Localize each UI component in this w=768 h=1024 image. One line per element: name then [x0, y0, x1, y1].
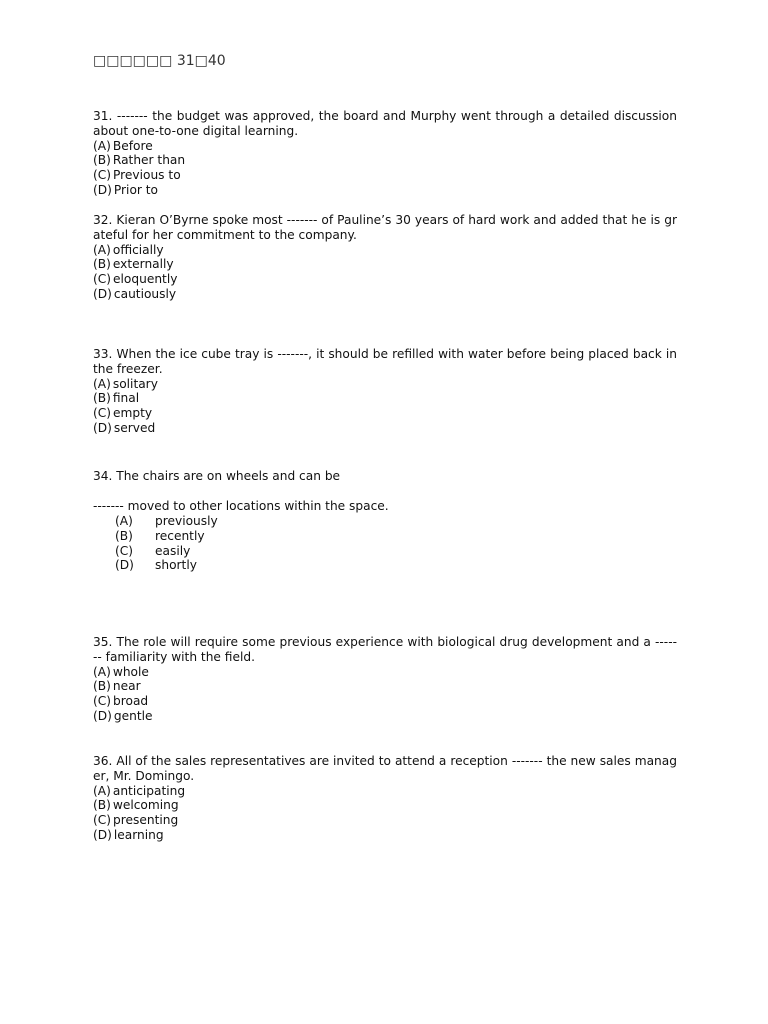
- option-b: (B) welcoming: [93, 798, 179, 813]
- option-c: (C) empty: [93, 406, 153, 421]
- question-text: 35. The role will require some previous experience with biological drug development and a ------- familiarity with the field.: [93, 635, 677, 664]
- option-b: (B) Rather than: [93, 153, 186, 168]
- option-d: (D) cautiously: [93, 286, 177, 301]
- question-31: [93, 109, 677, 198]
- option-c: (C) Previous to: [93, 168, 181, 183]
- question-text: 36. All of the sales representatives are invited to attend a reception ------- the new sales manager, Mr. Domingo.: [93, 754, 677, 783]
- option-b: (B) recently: [115, 528, 205, 543]
- option-c: (C) eloquently: [93, 272, 178, 287]
- option-d: (D) shortly: [115, 558, 197, 573]
- question-34: [93, 469, 677, 573]
- page-heading: □□□□□□ 31□40: [93, 53, 226, 69]
- option-b: (B) externally: [93, 257, 174, 272]
- question-32: [93, 213, 677, 302]
- option-a: (A) previously: [115, 514, 218, 529]
- option-a: (A) Before: [93, 138, 153, 153]
- question-36: [93, 754, 677, 843]
- question-text: 33. When the ice cube tray is -------, it should be refilled with water before being placed back in the freezer.: [93, 347, 677, 376]
- option-b: (B) near: [93, 679, 141, 694]
- option-b: (B) final: [93, 391, 140, 406]
- option-c: (C) easily: [115, 543, 191, 558]
- question-35: [93, 635, 677, 724]
- option-d: (D) gentle: [93, 708, 153, 723]
- option-c: (C) presenting: [93, 813, 179, 828]
- option-a: (A) anticipating: [93, 783, 186, 798]
- question-text: 31. ------- the budget was approved, the board and Murphy went through a detailed discussion about one-to-one digital learning.: [93, 109, 677, 138]
- question-33: [93, 347, 677, 436]
- option-c: (C) broad: [93, 694, 149, 709]
- option-d: (D) served: [93, 420, 156, 435]
- option-a: (A) officially: [93, 242, 164, 257]
- option-a: (A) solitary: [93, 376, 158, 391]
- option-d: (D) Prior to: [93, 182, 159, 197]
- option-a: (A) whole: [93, 664, 149, 679]
- question-text-line-2: ------- moved to other locations within the space.: [93, 499, 389, 514]
- option-d: (D) learning: [93, 827, 164, 842]
- question-text: 32. Kieran O’Byrne spoke most ------- of Pauline’s 30 years of hard work and added that he is grateful for her commitment to the company.: [93, 213, 677, 242]
- question-text-line-1: 34. The chairs are on wheels and can be: [93, 469, 341, 483]
